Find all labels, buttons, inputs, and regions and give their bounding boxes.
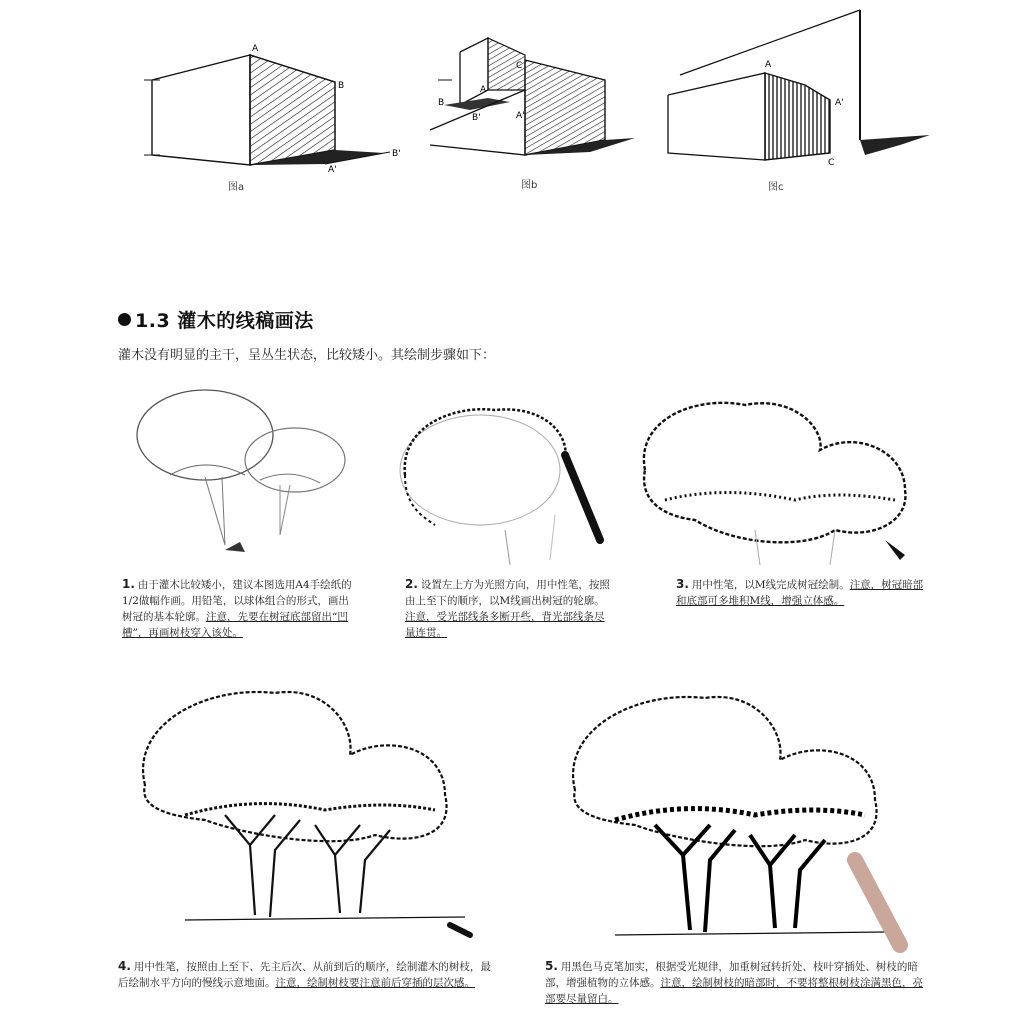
step-4-number: 4.	[118, 959, 131, 973]
section-heading	[118, 306, 314, 333]
step-2-note: 注意，受光部线条多断开些，背光部线条尽量连贯。	[405, 611, 605, 639]
step-3-text: 用中性笔，以M线完成树冠绘制。	[691, 579, 850, 591]
label-A-prime: A'	[516, 111, 525, 121]
figure-a-caption: 图a	[228, 182, 245, 193]
step-3-caption	[676, 576, 926, 609]
step-4-illustration	[125, 685, 490, 950]
step-4-caption	[118, 958, 496, 991]
section-intro: 灌木没有明显的主干，呈丛生状态，比较矮小。其绘制步骤如下：	[118, 348, 496, 363]
step-1-number: 1.	[122, 577, 135, 591]
label-A-prime: A'	[328, 165, 337, 175]
step-1-caption	[122, 576, 358, 641]
step-5-note: 注意，绘制树枝的暗部时，不要将整根树枝涂满黑色，亮部要尽量留白。	[545, 977, 923, 1005]
label-A: A	[252, 44, 259, 54]
step-3-note: 注意，树冠暗部和底部可多堆积M线，增强立体感。	[676, 579, 924, 607]
figure-b	[430, 30, 645, 170]
step-5-text: 用黑色马克笔加实，根据受光规律，加重树冠转折处、枝叶穿插处、树枝的暗部，增强植物的立体感。	[545, 961, 918, 989]
label-B: B	[438, 98, 445, 108]
step-2-caption	[405, 576, 610, 641]
section-number: 1.3	[135, 310, 171, 332]
figure-a	[140, 40, 410, 190]
step-1-note: 注意，先要在树冠底部留出“凹槽”，再画树枝穿入该处。	[122, 611, 348, 639]
step-1-illustration	[130, 385, 360, 560]
step-2-number: 2.	[405, 577, 418, 591]
step-5-illustration	[555, 690, 920, 955]
step-5-number: 5.	[545, 959, 558, 973]
label-A: A	[765, 60, 772, 70]
label-B-prime: B'	[472, 113, 481, 123]
step-3-illustration	[635, 390, 920, 570]
figure-c-caption: 图c	[768, 182, 784, 193]
label-C: C	[828, 158, 835, 168]
bullet-dot-icon	[118, 313, 131, 326]
step-4-text: 用中性笔，按照由上至下、先主后次、从前到后的顺序，绘制灌木的树枝，最后绘制水平方向的慢线示意地面。	[118, 961, 491, 989]
label-A-prime: A'	[835, 98, 844, 108]
figure-b-caption: 图b	[521, 180, 538, 191]
figure-c	[660, 5, 940, 170]
step-5-caption	[545, 958, 923, 1007]
step-4-note: 注意，绘制树枝要注意前后穿插的层次感。	[275, 977, 475, 989]
step-3-number: 3.	[676, 577, 689, 591]
label-B-prime: B'	[392, 149, 401, 159]
step-2-text: 设置左上方为光照方向，用中性笔，按照由上至下的顺序，以M线画出树冠的轮廓。	[405, 579, 610, 607]
label-B: B	[338, 81, 345, 91]
step-1-text: 由于灌木比较矮小，建议本图选用A4手绘纸的1/2做幅作画。用铅笔，以球体组合的形式，画出树冠的基本轮廓。	[122, 579, 352, 623]
step-2-illustration	[395, 395, 620, 570]
section-title: 灌木的线稿画法	[177, 310, 314, 332]
label-C: C	[516, 61, 523, 71]
label-A: A	[480, 85, 487, 95]
